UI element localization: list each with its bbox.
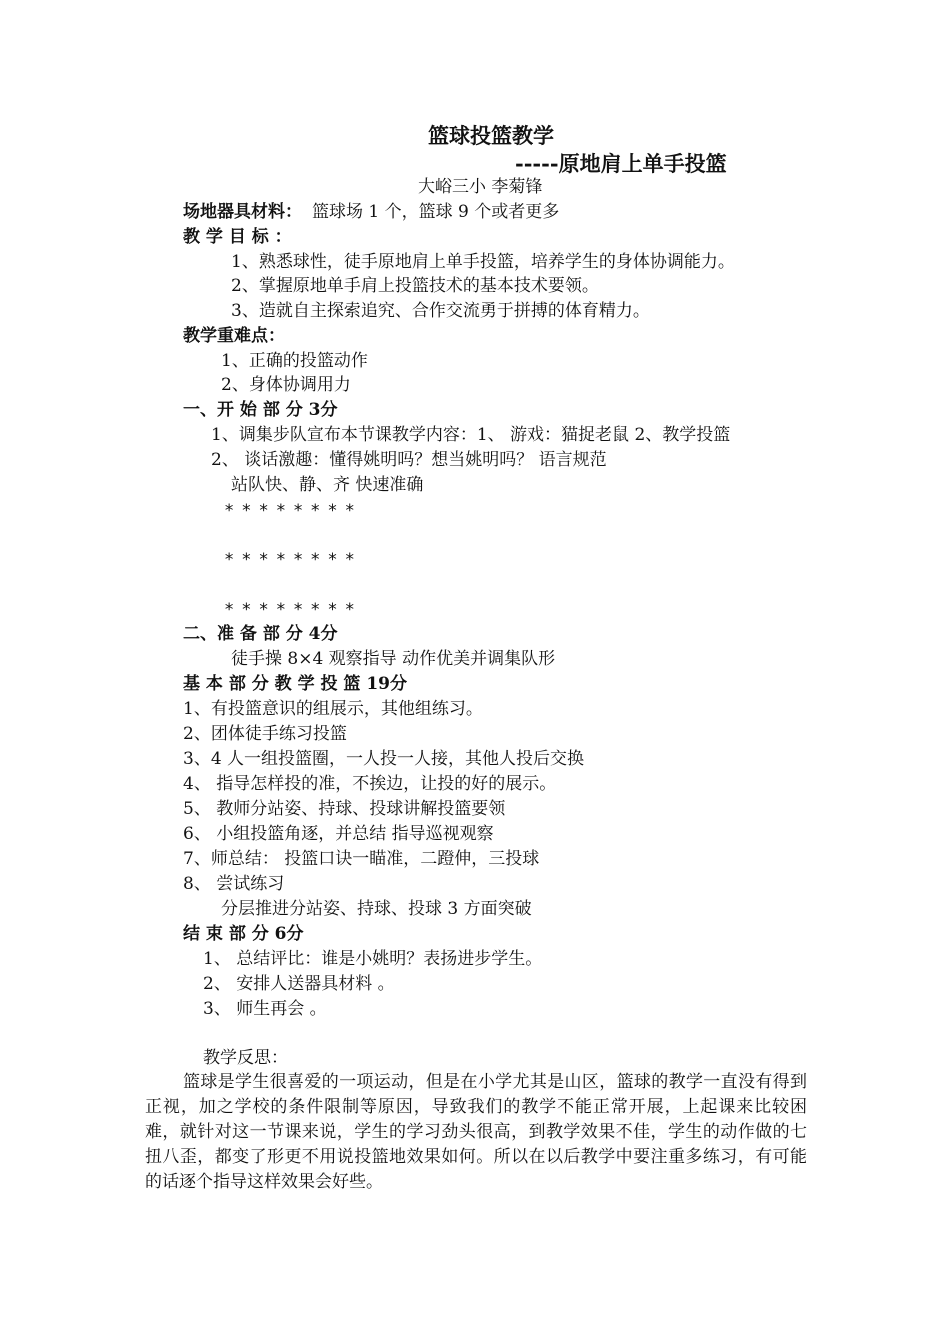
formation-row: ********	[224, 600, 362, 620]
document-subtitle: -----原地肩上单手投篮	[515, 151, 727, 176]
part3-item: 2、团体徒手练习投篮	[183, 724, 347, 744]
materials-text: 篮球场 1 个，篮球 9 个或者更多	[312, 202, 560, 222]
part3-heading: 基 本 部 分 教 学 投 篮 19分	[183, 674, 408, 694]
part3-item: 分层推进分站姿、持球、投球 3 方面突破	[221, 899, 532, 919]
part3-item: 8、 尝试练习	[183, 874, 285, 894]
goal-item: 3、造就自主探索追究、合作交流勇于拼搏的体育精力。	[231, 301, 650, 321]
goals-label: 教 学 目 标 ：	[183, 227, 292, 247]
part1-item: 1、调集步队宣布本节课教学内容：1、 游戏：猫捉老鼠 2、教学投篮	[211, 425, 731, 445]
part1-heading: 一、开 始 部 分 3分	[183, 400, 338, 420]
part3-item: 4、 指导怎样投的准，不挨边，让投的好的展示。	[183, 774, 557, 794]
formation-row: ********	[224, 501, 362, 521]
document-title: 篮球投篮教学	[428, 123, 554, 148]
goal-item: 2、掌握原地单手肩上投篮技术的基本技术要领。	[231, 276, 599, 296]
part1-item: 站队快、静、齐 快速准确	[231, 475, 424, 495]
part4-heading: 结 束 部 分 6分	[183, 924, 304, 944]
keypoint-item: 1、正确的投篮动作	[221, 351, 368, 371]
keypoint-item: 2、身体协调用力	[221, 375, 351, 395]
part1-item: 2、 谈话激趣：懂得姚明吗？想当姚明吗？ 语言规范	[211, 450, 607, 470]
materials-line	[183, 200, 559, 224]
formation-row: ********	[224, 550, 362, 570]
keypoints-label: 教学重难点：	[183, 326, 285, 346]
part3-item: 3、4 人一组投篮圈，一人投一人接，其他人投后交换	[183, 749, 585, 769]
part4-item: 1、 总结评比：谁是小姚明？表扬进步学生。	[203, 949, 543, 969]
part3-item: 6、 小组投篮角逐，并总结 指导巡视观察	[183, 824, 494, 844]
part4-item: 2、 安排人送器具材料 。	[203, 974, 395, 994]
materials-label: 场地器具材料：	[183, 202, 302, 222]
goal-item: 1、熟悉球性，徒手原地肩上单手投篮，培养学生的身体协调能力。	[231, 252, 735, 272]
part3-item: 7、师总结： 投篮口诀一瞄准，二蹬伸，三投球	[183, 849, 540, 869]
reflection-paragraph: 篮球是学生很喜爱的一项运动，但是在小学尤其是山区，篮球的教学一直没有得到正视，加之学校的条件限制等原因，导致我们的教学不能正常开展，上起课来比较困难，就针对这一节课来说，学生的学习劲头很高，到教学效果不佳，学生的动作做的七扭八歪，都变了形更不用说投篮地效果如何。所以在以后教学中要注重多练习，有可能的话逐个指导这样效果会好些。	[145, 1072, 807, 1192]
part3-item: 5、 教师分站姿、持球、投球讲解投篮要领	[183, 799, 506, 819]
reflection-label: 教学反思：	[203, 1048, 288, 1068]
author-line: 大峪三小 李菊锋	[418, 177, 543, 197]
part2-text: 徒手操 8×4 观察指导 动作优美并调集队形	[231, 649, 556, 669]
part2-heading: 二、准 备 部 分 4分	[183, 624, 338, 644]
part3-item: 1、有投篮意识的组展示，其他组练习。	[183, 699, 483, 719]
part4-item: 3、 师生再会 。	[203, 999, 327, 1019]
